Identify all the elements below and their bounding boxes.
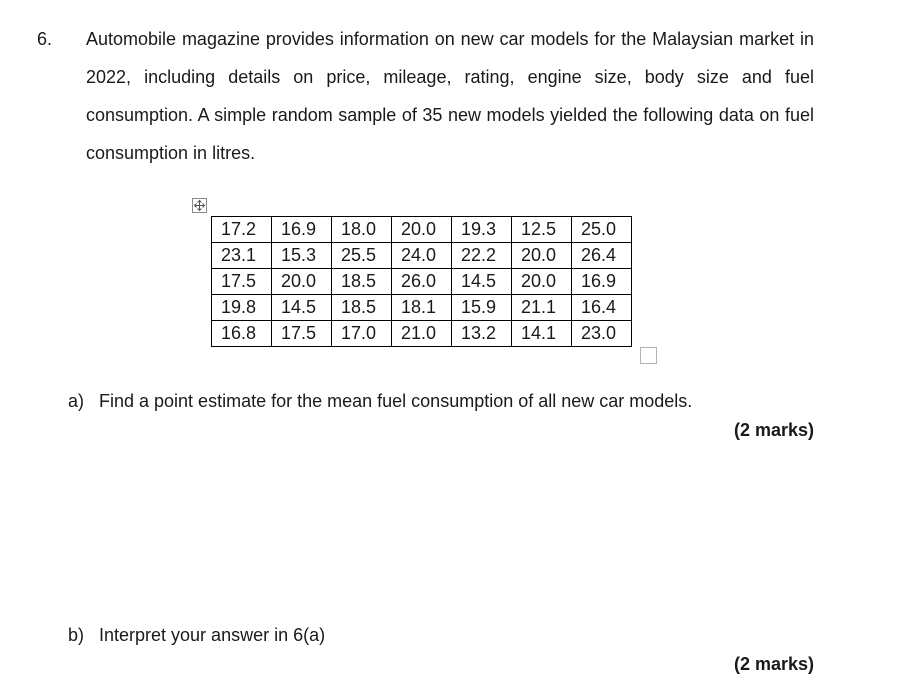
table-cell: 24.0 bbox=[392, 243, 452, 269]
table-cell: 13.2 bbox=[452, 321, 512, 347]
table-cell: 14.1 bbox=[512, 321, 572, 347]
question-text: Automobile magazine provides information on new car models for the Malaysian market in 2022, including details on price, mileage, rating, engine size, body size and fuel consumption. A simple random sample of 35 new models yielded the following data on fuel consumption in litres. bbox=[86, 29, 814, 163]
table-cell: 18.0 bbox=[332, 217, 392, 243]
table-cell: 14.5 bbox=[272, 295, 332, 321]
fuel-consumption-table bbox=[211, 216, 632, 347]
table-cell: 17.5 bbox=[212, 269, 272, 295]
table-cell: 15.9 bbox=[452, 295, 512, 321]
table-move-handle[interactable] bbox=[192, 198, 207, 213]
table-row bbox=[212, 217, 632, 243]
table-row bbox=[212, 321, 632, 347]
table-cell: 23.0 bbox=[572, 321, 632, 347]
table-row bbox=[212, 243, 632, 269]
table-cell: 20.0 bbox=[392, 217, 452, 243]
table-resize-handle[interactable] bbox=[640, 347, 657, 364]
table-cell: 26.4 bbox=[572, 243, 632, 269]
table-cell: 17.0 bbox=[332, 321, 392, 347]
table-cell: 17.2 bbox=[212, 217, 272, 243]
table-row bbox=[212, 269, 632, 295]
table-cell: 19.3 bbox=[452, 217, 512, 243]
table-cell: 16.8 bbox=[212, 321, 272, 347]
part-a-label: a) bbox=[68, 391, 85, 411]
table-cell: 20.0 bbox=[512, 269, 572, 295]
table-cell: 26.0 bbox=[392, 269, 452, 295]
table-cell: 14.5 bbox=[452, 269, 512, 295]
part-b-label: b) bbox=[68, 625, 85, 645]
table-cell: 25.5 bbox=[332, 243, 392, 269]
table-cell: 16.9 bbox=[572, 269, 632, 295]
table-cell: 15.3 bbox=[272, 243, 332, 269]
table-cell: 18.5 bbox=[332, 269, 392, 295]
table-cell: 20.0 bbox=[272, 269, 332, 295]
table-cell: 16.9 bbox=[272, 217, 332, 243]
part-b-text: Interpret your answer in 6(a) bbox=[99, 625, 326, 645]
table-cell: 21.0 bbox=[392, 321, 452, 347]
table-row bbox=[212, 295, 632, 321]
table-cell: 18.1 bbox=[392, 295, 452, 321]
table-cell: 22.2 bbox=[452, 243, 512, 269]
move-arrows-icon bbox=[193, 199, 206, 212]
table-cell: 17.5 bbox=[272, 321, 332, 347]
table-cell: 18.5 bbox=[332, 295, 392, 321]
part-b-marks: (2 marks) bbox=[733, 654, 814, 674]
table-cell: 20.0 bbox=[512, 243, 572, 269]
table-cell: 21.1 bbox=[512, 295, 572, 321]
table-cell: 25.0 bbox=[572, 217, 632, 243]
table-cell: 12.5 bbox=[512, 217, 572, 243]
table-cell: 23.1 bbox=[212, 243, 272, 269]
part-a-marks: (2 marks) bbox=[733, 420, 814, 440]
table-cell: 16.4 bbox=[572, 295, 632, 321]
part-a-text: Find a point estimate for the mean fuel consumption of all new car models. bbox=[99, 391, 693, 411]
question-number: 6. bbox=[37, 29, 53, 49]
table-cell: 19.8 bbox=[212, 295, 272, 321]
